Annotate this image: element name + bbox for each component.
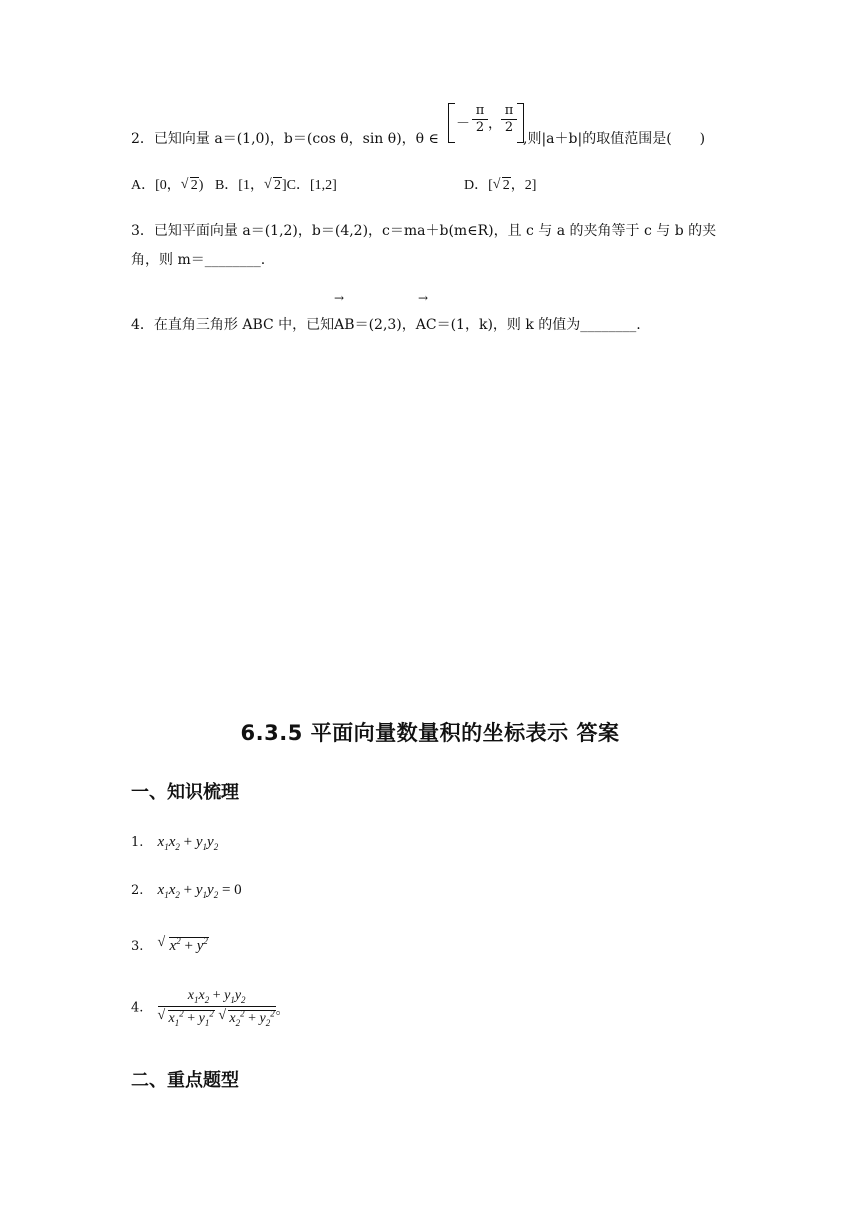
left-bracket [448, 103, 455, 143]
q2-prefix: 2．已知向量 a＝(1,0)，b＝(cos θ，sin θ)，θ ∈ [131, 131, 439, 147]
q2-comma: ， [488, 116, 502, 132]
q2-minus: － [456, 116, 470, 132]
option-c: C．[1,2] [286, 178, 337, 193]
option-d: D．[√ 2，2] [464, 174, 536, 194]
option-a: A．[0，√ 2) [131, 178, 203, 193]
answer-3: 3. √ $x^2 + y^2$ [131, 936, 209, 955]
q4-line: 4．在直角三角形 ABC 中，已知AB＝(2,3)，AC＝(1，k)，则 k 的值为________. [131, 317, 641, 333]
q2-interval [448, 103, 524, 143]
option-b: B．[1，√ 2] [215, 178, 287, 193]
answer-1: 1. $x_1x_2 + y_1y_2$ [131, 834, 219, 852]
section-heading-key-problems: 二、重点题型 [131, 1070, 239, 1091]
answer-2: 2. $x_1x_2 + y_1y_2 = 0$ [131, 882, 242, 900]
q2-line [131, 128, 439, 148]
vector-arrow-ac: → [418, 291, 429, 305]
q2-frac-right: $\frac{\pi}{2}$ [501, 103, 517, 136]
q2-suffix-line [523, 128, 705, 148]
section-heading-knowledge: 一、知识梳理 [131, 782, 239, 803]
q2-options [131, 174, 537, 194]
q3-line1: 3．已知平面向量 a＝(1,2)，b＝(4,2)，c＝ma＋b(m∈R)，且 c 与 a 的夹角等于 c 与 b 的夹 [131, 223, 717, 239]
answer-4: 4. $x_1x_2 + y_1y_2$ √ $x_1^2 + y_1^2$ √ $x_2^2 + y_2^2$ 。 [131, 988, 289, 1028]
q3-line2: 角，则 m＝________. [131, 252, 266, 268]
vector-arrow-ab: → [334, 291, 345, 305]
q2-suffix: ,则|a＋b|的取值范围是( ) [523, 131, 706, 147]
page-title: 6.3.5 平面向量数量积的坐标表示 答案 [240, 721, 620, 745]
q2-frac-left: $\frac{\pi}{2}$ [472, 103, 488, 136]
